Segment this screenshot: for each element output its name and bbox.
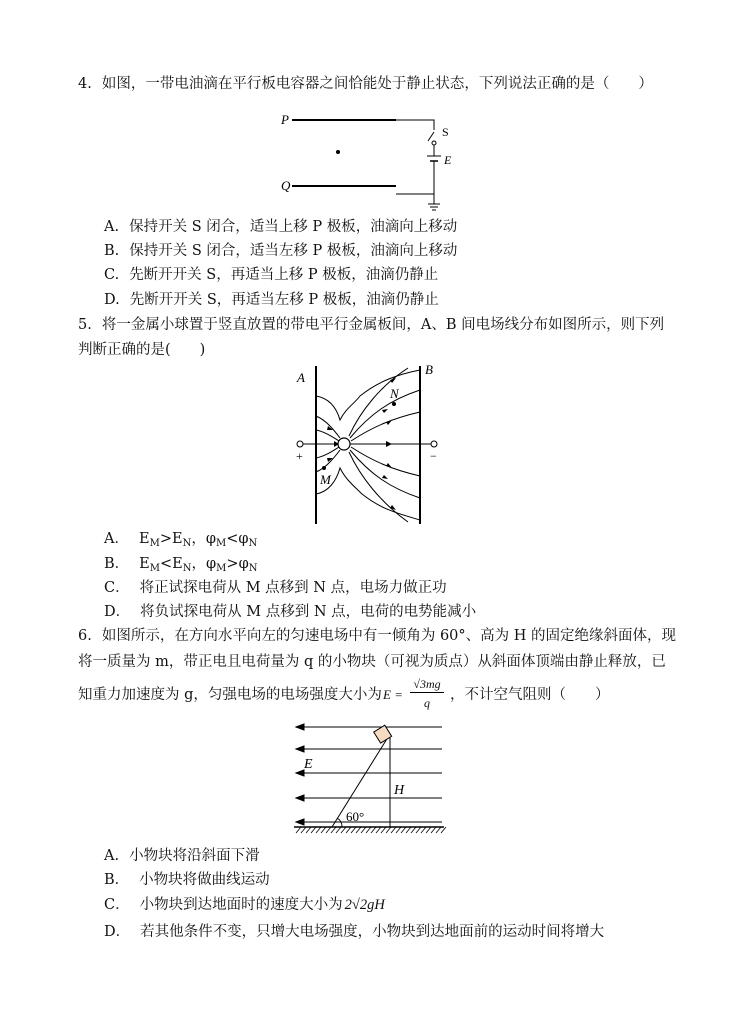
hatch-mark (391, 827, 396, 833)
field-line (316, 370, 420, 420)
q6-incline-diagram (290, 718, 450, 840)
label-angle: 60° (346, 809, 365, 824)
hatch-mark (321, 827, 326, 833)
hatch-mark (401, 827, 406, 833)
option-subscript: M (149, 563, 160, 574)
option-formula: 2√2gH (344, 897, 385, 913)
option-relation: < (226, 531, 239, 547)
option-subscript: M (215, 538, 227, 549)
field-line (316, 468, 420, 520)
hatch-mark (436, 827, 441, 833)
option-symbol: φ (206, 556, 217, 572)
label-plus: + (296, 449, 303, 463)
option-key: B． (104, 872, 130, 888)
field-line (350, 450, 420, 498)
option-subscript: N (182, 538, 192, 549)
option-text: 小物块到达地面时的速度大小为 (139, 897, 343, 913)
hatch-mark (406, 827, 411, 833)
q4-stem (78, 74, 653, 94)
q6-stem-line1 (78, 626, 676, 646)
q6-number: 6. (78, 628, 92, 644)
option-symbol: E (139, 556, 150, 572)
option-text: 将负试探电荷从 M 点移到 N 点，电荷的电势能减小 (140, 604, 477, 620)
option-text: 先断开开关 S，再适当上移 P 极板，油滴仍静止 (129, 267, 439, 283)
q6-stem-text-1: 如图所示，在方向水平向左的匀速电场中有一倾角为 60°、高为 H 的固定绝缘斜面体，现 (101, 628, 677, 644)
q5-number: 5. (78, 317, 92, 333)
q6-stem-line2: 将一质量为 m，带正电且电荷量为 q 的小物块（可视为质点）从斜面体顶端由静止释放，已 (78, 654, 666, 670)
field-arrow (296, 795, 304, 801)
field-arrow (382, 409, 388, 413)
q5-stem-line2: 判断正确的是( ) (78, 342, 206, 358)
field-line (350, 390, 420, 438)
hatch-mark (336, 827, 341, 833)
field-arrow (386, 420, 392, 425)
metal-ball (338, 438, 350, 450)
hatch-mark (296, 827, 301, 833)
hatch-mark (351, 827, 356, 833)
option-text: 先断开开关 S，再适当左移 P 极板，油滴仍静止 (129, 292, 439, 308)
option-key: D． (104, 924, 131, 940)
label-p: P (281, 112, 289, 127)
option-key: A． (104, 531, 129, 547)
label-s: S (442, 125, 449, 139)
option-subscript: N (248, 563, 258, 574)
hatch-mark (361, 827, 366, 833)
hatch-mark (426, 827, 431, 833)
field-arrow (386, 441, 392, 447)
field-line (351, 447, 420, 476)
label-n: N (390, 386, 399, 401)
hatch-mark (421, 827, 426, 833)
q6-formula-lhs: E = (383, 687, 403, 702)
option-text: 将正试探电荷从 M 点移到 N 点，电场力做正功 (139, 580, 447, 596)
q6-option-b[interactable] (104, 870, 270, 890)
q6-option-a[interactable] (104, 846, 260, 866)
oil-drop (336, 150, 340, 154)
q6-option-d[interactable] (104, 922, 604, 942)
label-minus: − (430, 449, 437, 463)
option-symbol: φ (205, 531, 216, 547)
label-e: E (444, 153, 452, 167)
option-key: C． (104, 897, 130, 913)
field-line (351, 412, 420, 441)
q5-stem-text-1: 将一金属小球置于竖直放置的带电平行金属板间，A、B 间电场线分布如图所示，则下列 (101, 317, 665, 333)
hatch-mark (366, 827, 371, 833)
hatch-mark (341, 827, 346, 833)
option-text: 保持开关 S 闭合，适当左移 P 极板，油滴向上移动 (129, 243, 458, 259)
label-e: E (304, 757, 313, 772)
option-text: 保持开关 S 闭合，适当上移 P 极板，油滴向上移动 (129, 219, 458, 235)
point-n (392, 402, 396, 406)
field-arrow (296, 746, 304, 752)
switch-contact (432, 141, 436, 145)
option-subscript: M (149, 538, 160, 549)
circuit-wire-3 (396, 161, 434, 194)
field-arrow (296, 770, 304, 776)
q4-option-d[interactable] (104, 290, 439, 310)
label-m: M (320, 472, 331, 487)
field-arrow (386, 463, 392, 468)
hatch-mark (326, 827, 331, 833)
option-text: 小物块将做曲线运动 (139, 872, 270, 888)
hatch-mark (396, 827, 401, 833)
q6-option-c[interactable] (104, 895, 385, 915)
hatch-mark (376, 827, 381, 833)
hatch-mark (346, 827, 351, 833)
label-q: Q (281, 178, 291, 193)
label-h: H (394, 783, 405, 798)
hatch-mark (306, 827, 311, 833)
option-symbol: E (172, 556, 183, 572)
q5-option-c[interactable] (104, 578, 447, 598)
option-symbol: φ (238, 531, 249, 547)
q5-option-a[interactable] (104, 529, 257, 554)
label-b: B (425, 364, 433, 377)
hatch-mark (431, 827, 436, 833)
hatch-mark (381, 827, 386, 833)
hatch-mark (416, 827, 421, 833)
q6-stem-line3b: ，不计空气阻则（ ） (450, 687, 610, 703)
q5-option-b[interactable] (104, 554, 257, 579)
option-key: C. (104, 267, 120, 283)
option-key: C． (104, 580, 130, 596)
q6-stem-line3a: 知重力加速度为 g，匀强电场的电场强度大小为 (78, 687, 382, 703)
option-subscript: M (216, 563, 227, 574)
q4-option-a[interactable] (104, 217, 457, 237)
option-relation: > (226, 556, 239, 572)
option-symbol: E (171, 531, 183, 547)
hatch-mark (311, 827, 316, 833)
field-arrow (382, 475, 388, 479)
option-separator: ， (191, 531, 206, 547)
terminal-right (431, 441, 437, 447)
option-key: A. (104, 848, 120, 864)
circuit-wire (396, 120, 434, 130)
q5-field-diagram (290, 364, 450, 529)
q4-stem-text: 如图，一带电油滴在平行板电容器之间恰能处于静止状态，下列说法正确的是（ ） (101, 76, 653, 92)
option-key: B. (104, 243, 120, 259)
hatch-mark (411, 827, 416, 833)
q6-formula-denominator: q (424, 696, 430, 710)
hatch-mark (301, 827, 306, 833)
field-arrow (390, 505, 396, 510)
option-subscript: N (182, 563, 192, 574)
q5-stem-line1 (78, 315, 664, 335)
q4-capacitor-diagram (278, 108, 458, 216)
hatch-mark (371, 827, 376, 833)
label-a: A (297, 370, 305, 385)
option-relation: < (160, 556, 173, 572)
option-subscript: N (248, 538, 258, 549)
option-key: B． (104, 556, 130, 572)
option-relation: > (159, 531, 172, 547)
q4-option-c[interactable] (104, 265, 438, 285)
option-separator: ， (191, 556, 206, 572)
q6-formula-numerator: √3mg (410, 676, 444, 693)
option-key: A. (104, 219, 120, 235)
q5-option-d[interactable] (104, 602, 476, 622)
point-m (322, 466, 326, 470)
ground-hatching (296, 827, 446, 833)
option-symbol: E (138, 531, 150, 547)
hatch-mark (316, 827, 321, 833)
terminal-left (297, 441, 303, 447)
option-key: D． (104, 604, 131, 620)
q4-option-b[interactable] (104, 241, 457, 261)
option-text: 小物块将沿斜面下滑 (129, 848, 260, 864)
q4-number: 4. (78, 76, 92, 92)
hatch-mark (386, 827, 391, 833)
switch-s (428, 132, 434, 141)
hatch-mark (331, 827, 336, 833)
field-arrow (296, 724, 304, 730)
option-text: 若其他条件不变，只增大电场强度，小物块到达地面前的运动时间将增大 (140, 924, 605, 940)
option-symbol: φ (238, 556, 249, 572)
option-key: D. (104, 292, 120, 308)
block (374, 725, 392, 743)
hatch-mark (356, 827, 361, 833)
hatch-mark (441, 827, 446, 833)
field-arrow (296, 819, 304, 825)
